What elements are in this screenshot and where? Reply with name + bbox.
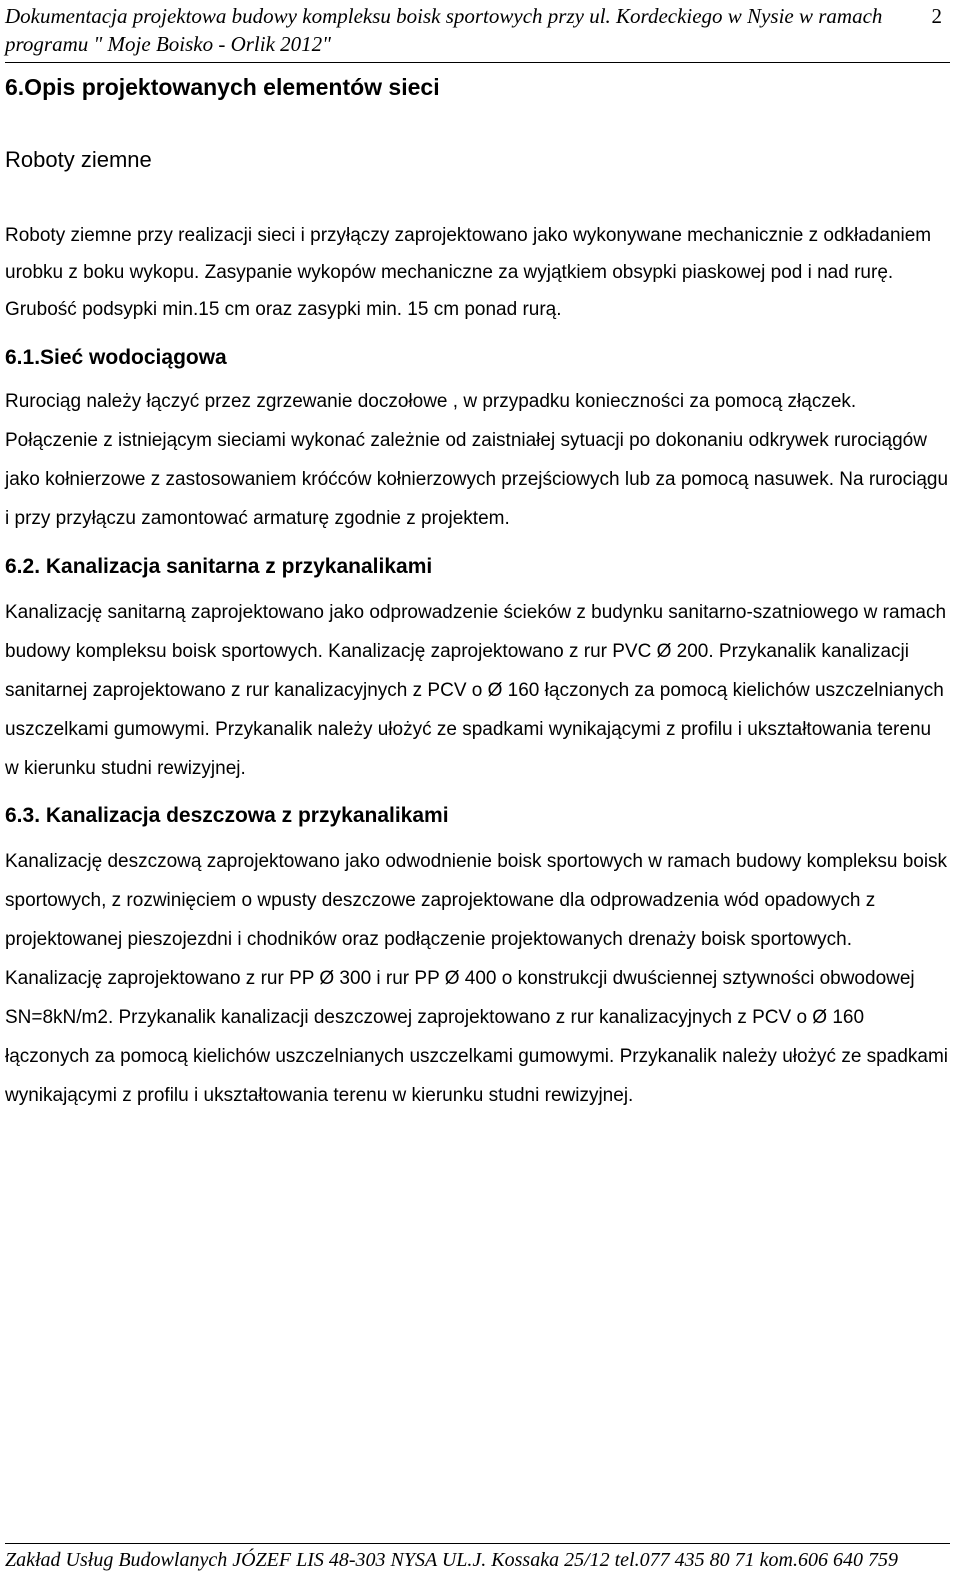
roboty-ziemne-paragraph: Roboty ziemne przy realizacji sieci i przyłączy zaprojektowano jako wykonywane mechanicznie z odkładaniem urobku z boku wykopu. Zasypanie wykopów mechaniczne za wyjątkiem obsypki piaskowej pod i nad rurę. Grubość podsypki min.15 cm oraz zasypki min. 15 cm ponad rurą. bbox=[5, 225, 932, 320]
kanalizacja-sanitarna-paragraph: Kanalizację sanitarną zaprojektowano jako odprowadzenie ścieków z budynku sanitarno-szatniowego w ramach budowy kompleksu boisk sportowych. Kanalizację zaprojektowano z rur PVC Ø 200. Przykanalik kanalizacji sanitarnej zaprojektowano z rur kanalizacyjnych z PCV o Ø 160 łączonych za pomocą kielichów uszczelnianych uszczelkami gumowymi. Przykanalik należy ułożyć ze spadkami wynikającymi z profilu i ukształtowania terenu w kierunku studni rewizyjnej. bbox=[5, 602, 947, 779]
page-content bbox=[5, 62, 950, 1115]
page-number: 2 bbox=[931, 4, 942, 28]
siec-wodociagowa-paragraph: Rurociąg należy łączyć przez zgrzewanie doczołowe , w przypadku konieczności za pomocą złączek. Połączenie z istniejącym sieciami wykonać zależnie od zaistniałej sytuacji po dokonaniu odkrywek rurociągów jako kołnierzowe z zastosowaniem króćców kołnierzowych przejściowych lub za pomocą nasuwek. Na rurociągu i przy przyłączu zamontować armaturę zgodnie z projektem. bbox=[5, 391, 949, 529]
kanalizacja-deszczowa-title: 6.3. Kanalizacja deszczowa z przykanalikami bbox=[5, 804, 449, 827]
page-footer: Zakład Usług Budowlanych JÓZEF LIS 48-303 NYSA UL.J. Kossaka 25/12 tel.077 435 80 71 kom.606 640 759 bbox=[5, 1543, 950, 1574]
kanalizacja-deszczowa-paragraph: Kanalizację deszczową zaprojektowano jako odwodnienie boisk sportowych w ramach budowy kompleksu boisk sportowych, z rozwinięciem o wpusty deszczowe zaprojektowane dla odprowadzenia wód opadowych z projektowanej pieszojezdni i chodników oraz podłączenie projektowanych drenaży boisk sportowych. Kanalizację zaprojektowano z rur PP Ø 300 i rur PP Ø 400 o konstrukcji dwuściennej sztywności obwodowej SN=8kN/m2. Przykanalik kanalizacji deszczowej zaprojektowano z rur kanalizacyjnych z PCV o Ø 160 łączonych za pomocą kielichów uszczelnianych uszczelkami gumowymi. Przykanalik należy ułożyć ze spadkami wynikającymi z profilu i ukształtowania terenu w kierunku studni rewizyjnej. bbox=[5, 851, 948, 1106]
section-title: 6.Opis projektowanych elementów sieci bbox=[5, 74, 440, 100]
page-header bbox=[5, 2, 950, 63]
kanalizacja-sanitarna-title: 6.2. Kanalizacja sanitarna z przykanalikami bbox=[5, 555, 433, 578]
header-title: Dokumentacja projektowa budowy kompleksu boisk sportowych przy ul. Kordeckiego w Nysie w ramach programu " Moje Boisko - Orlik 2012" bbox=[5, 4, 883, 56]
roboty-ziemne-title: Roboty ziemne bbox=[5, 147, 152, 172]
siec-wodociagowa-title: 6.1.Sieć wodociągowa bbox=[5, 346, 227, 369]
